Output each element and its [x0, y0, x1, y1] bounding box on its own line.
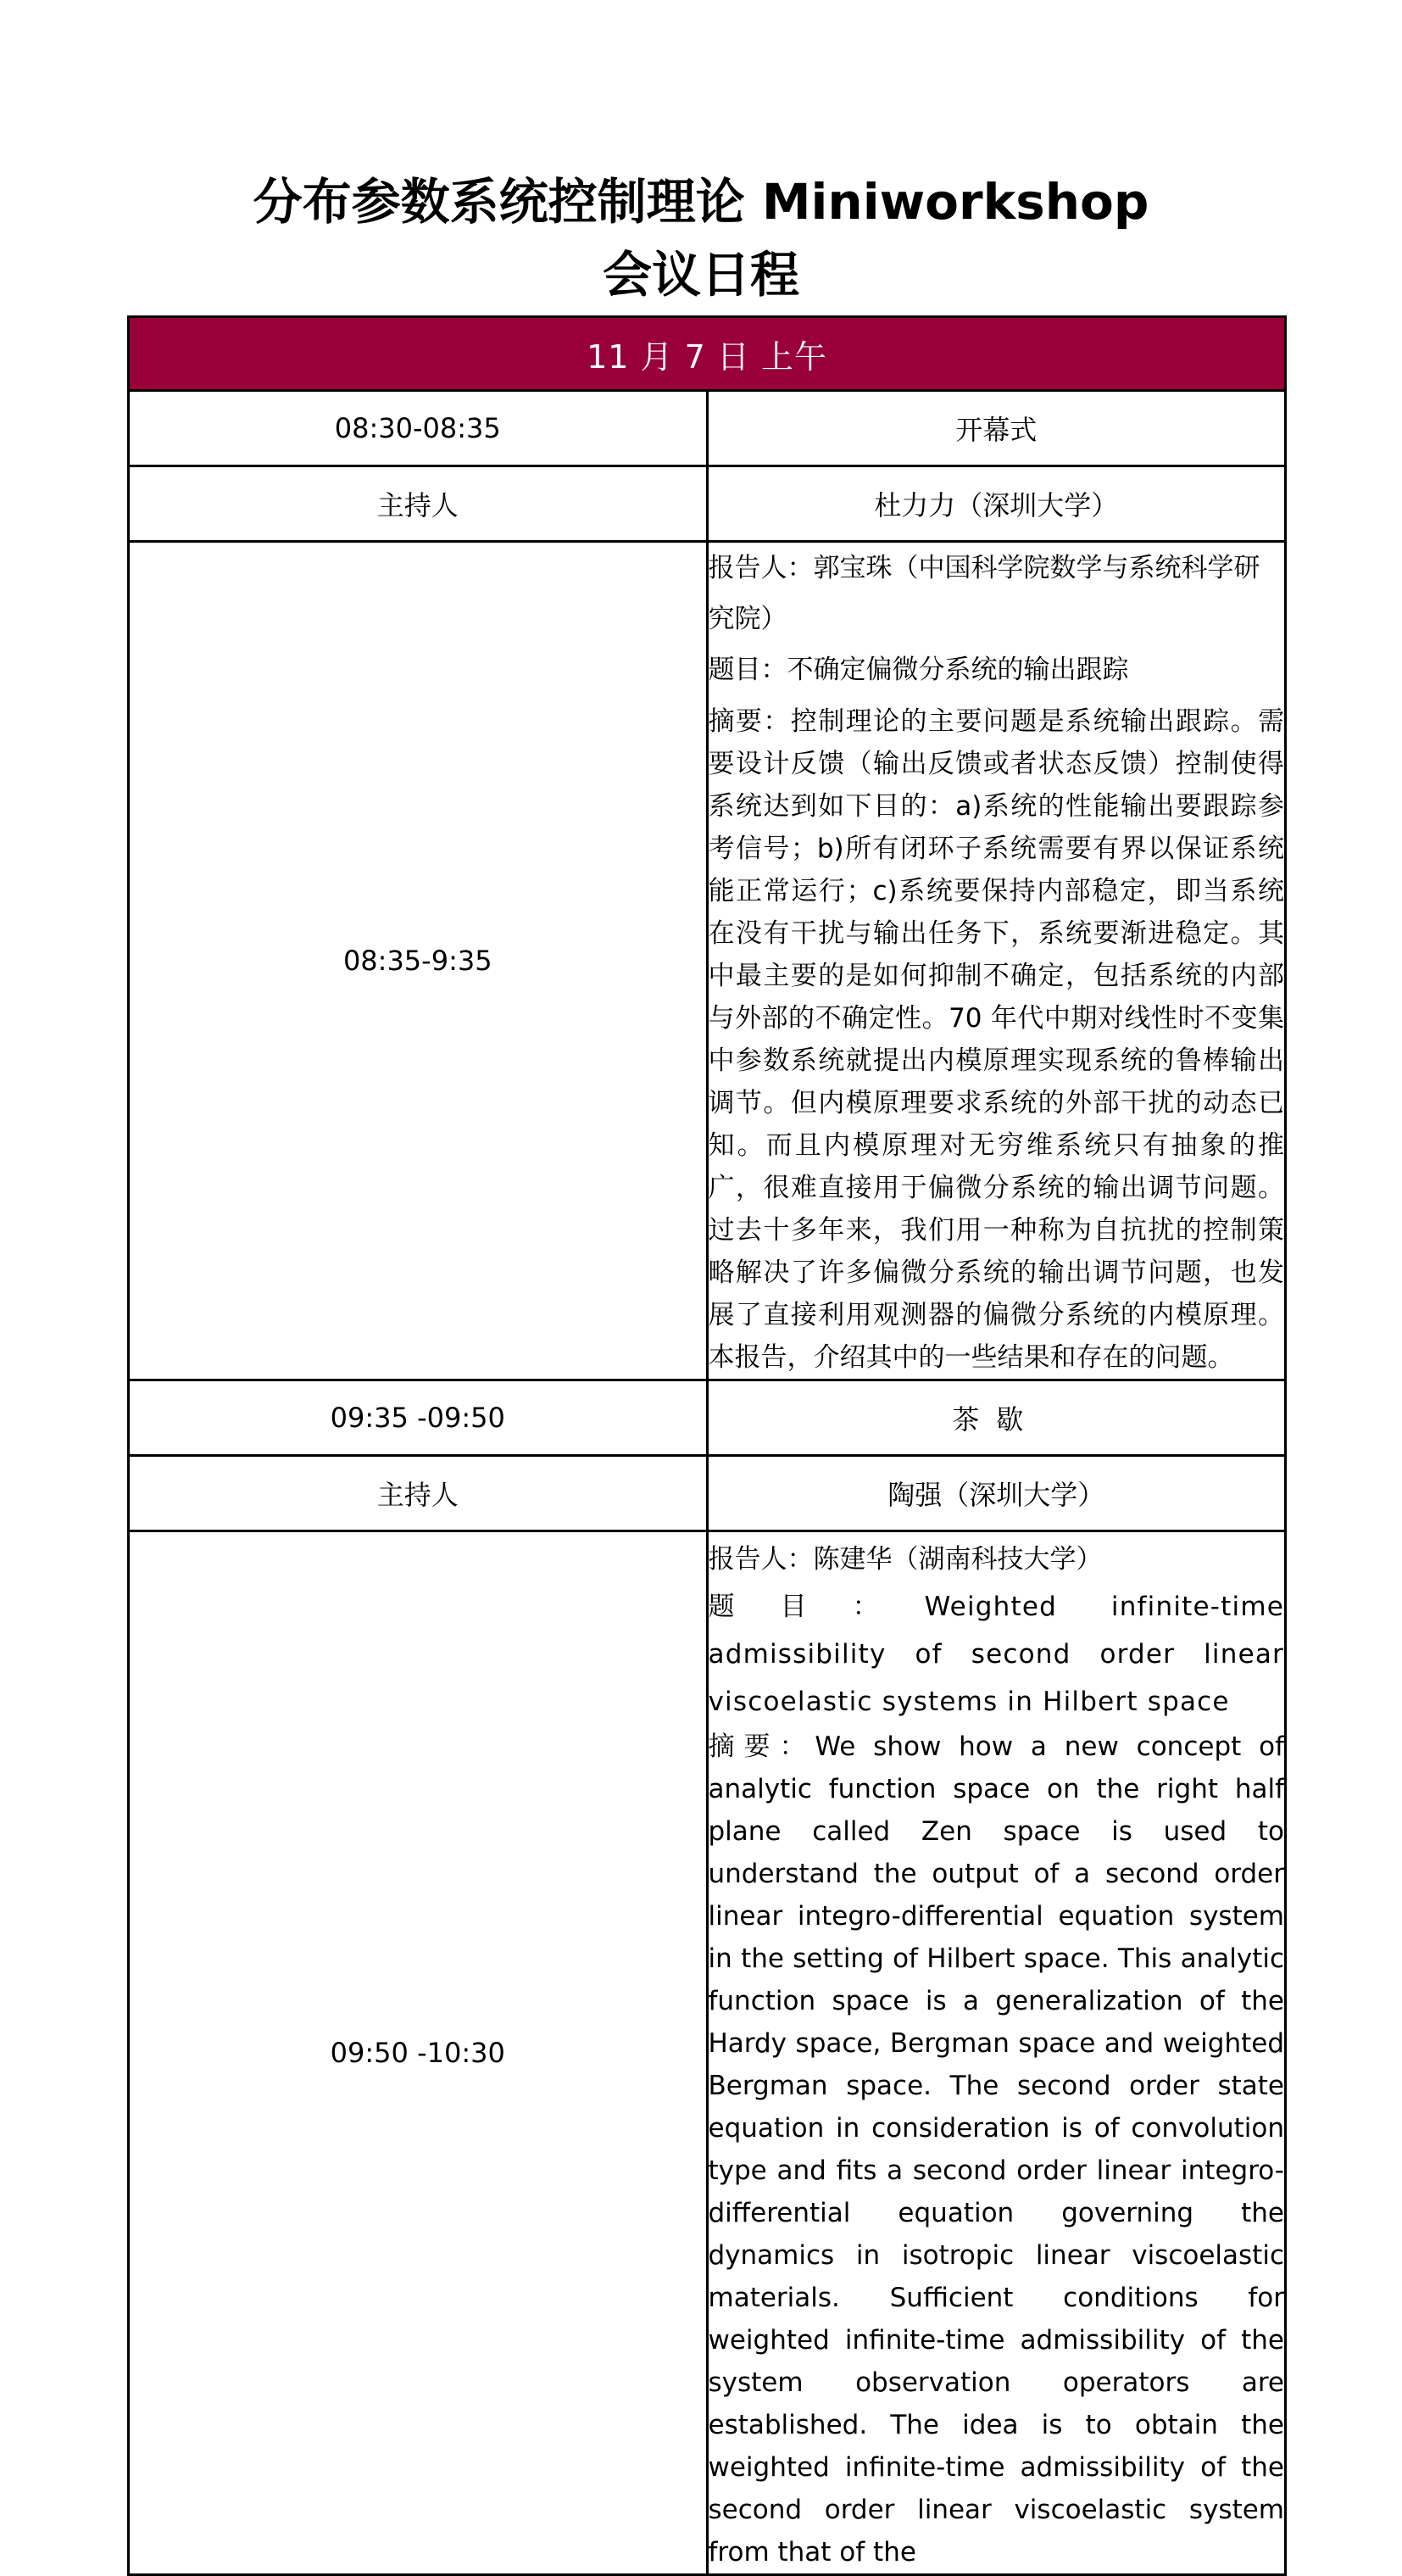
abstract-text: 摘要：We show how a new concept of analytic function space on the right half plane called Zen space is used to understand the output of a second order linear integro-differential equation system in the setting of Hilbert space. This analytic function space is a generalization of the Hardy space, Bergman space and weighted Bergman space. The second order state equation in consideration is of convolution type and fits a second order linear integro-differential equation governing the dynamics in isotropic linear viscoelastic materials. Sufficient conditions for weighted infinite-time admissibility of the system observation operators are established. The idea is to obtain the weighted infinite-time admissibility of the second order linear viscoelastic system from that of the: [708, 1731, 1284, 2568]
time-cell: 08:35-9:35: [129, 542, 708, 1380]
table-row: [129, 1456, 1286, 1531]
speaker-line: 报告人：陈建华（湖南科技大学）: [708, 1544, 1103, 1575]
table-row: [129, 1380, 1286, 1456]
talk-details: [707, 542, 1286, 1380]
chair-label: 主持人: [129, 1456, 708, 1531]
chair-name: 杜力力（深圳大学）: [707, 466, 1286, 542]
session-title: 开幕式: [707, 391, 1286, 466]
topic-line: 题目：Weighted infinite-time admissibility of second order linear viscoelastic systems in Hilbert space: [708, 1592, 1284, 1717]
table-row: [129, 542, 1286, 1380]
table-row: [129, 391, 1286, 466]
time-cell: 09:35 -09:50: [129, 1380, 708, 1456]
chair-name: 陶强（深圳大学）: [707, 1456, 1286, 1531]
schedule-day-header: 11 月 7 日 上午: [129, 317, 1286, 391]
speaker-line: 报告人：郭宝珠（中国科学院数学与系统科学研究院）: [708, 553, 1260, 634]
session-title: [707, 1380, 1286, 1456]
document-subtitle: 会议日程: [602, 246, 799, 304]
talk-details: [707, 1531, 1286, 2575]
topic-line: 题目：不确定偏微分系统的输出跟踪: [708, 655, 1129, 685]
table-row: [129, 1531, 1286, 2575]
time-cell: 09:50 -10:30: [129, 1531, 708, 2575]
chair-label: 主持人: [129, 466, 708, 542]
table-row: [129, 466, 1286, 542]
abstract-text: 摘要：控制理论的主要问题是系统输出跟踪。需要设计反馈（输出反馈或者状态反馈）控制使得系统达到如下目的：a)系统的性能输出要跟踪参考信号；b)所有闭环子系统需要有界以保证系统能正常运行；c)系统要保持内部稳定，即当系统在没有干扰与输出任务下，系统要渐进稳定。其中最主要的是如何抑制不确定，包括系统的内部与外部的不确定性。70 年代中期对线性时不变集中参数系统就提出内模原理实现系统的鲁棒输出调节。但内模原理要求系统的外部干扰的动态已知。而且内模原理对无穷维系统只有抽象的推广，很难直接用于偏微分系统的输出调节问题。过去十多年来，我们用一种称为自抗扰的控制策略解决了许多偏微分系统的输出调节问题，也发展了直接利用观测器的偏微分系统的内模原理。本报告，介绍其中的一些结果和存在的问题。: [708, 706, 1284, 1373]
document-title: 分布参数系统控制理论 Miniworkshop: [253, 173, 1149, 231]
break-label: 茶歇: [952, 1403, 1041, 1436]
schedule-table: [127, 315, 1287, 2576]
time-cell: 08:30-08:35: [129, 391, 708, 466]
